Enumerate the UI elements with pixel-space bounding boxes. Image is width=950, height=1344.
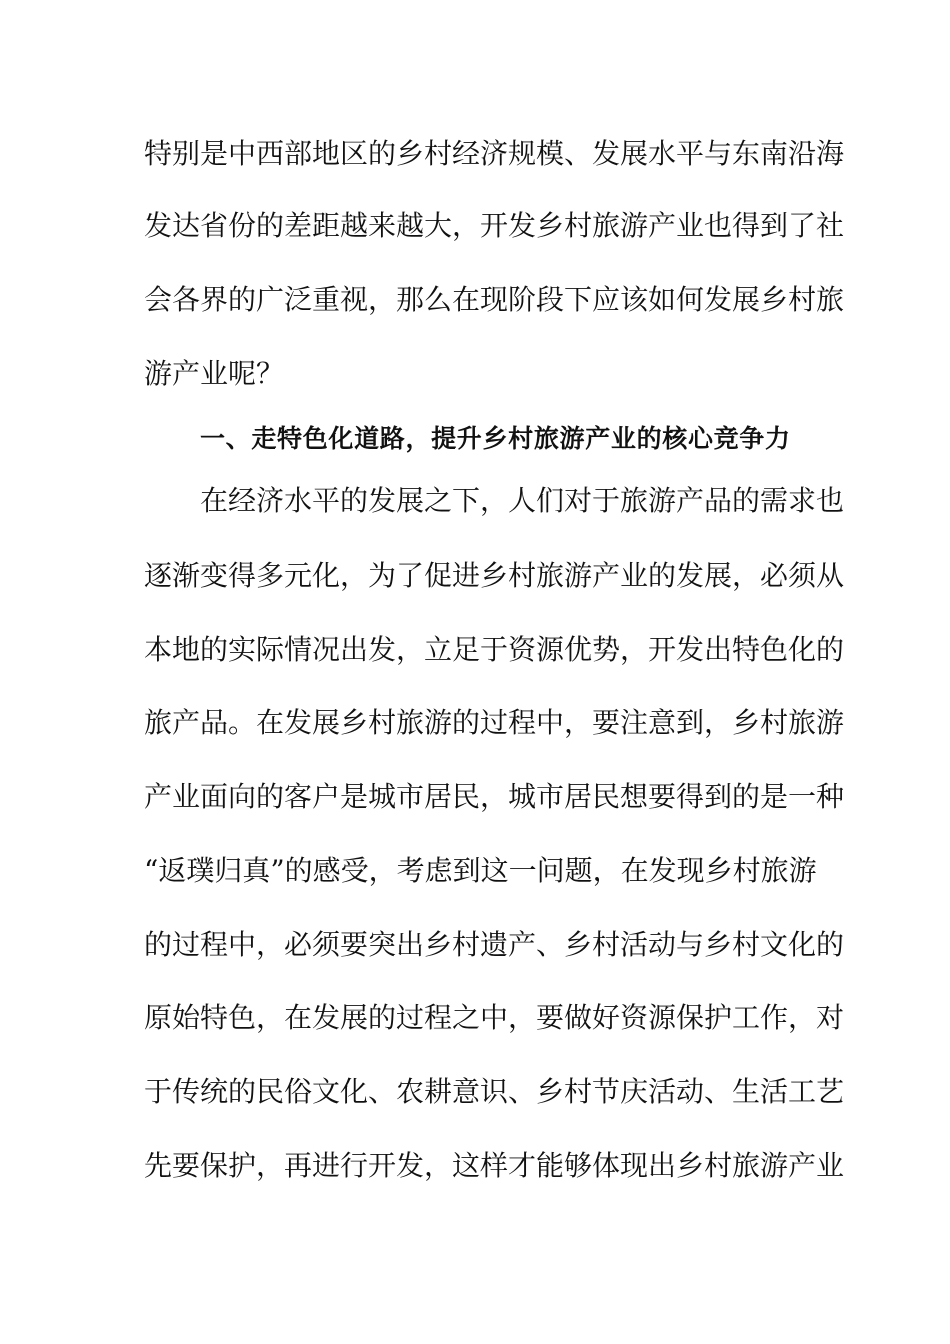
paragraph-2-line-5: 产业面向的客户是城市居民，城市居民想要得到的是一种 [144, 780, 845, 813]
paragraph-2-line-7: 的过程中，必须要突出乡村遗产、乡村活动与乡村文化的 [144, 928, 845, 961]
section-heading: 一、走特色化道路，提升乡村旅游产业的核心竞争力 [200, 424, 790, 453]
paragraph-1-line-3: 会各界的广泛重视，那么在现阶段下应该如何发展乡村旅 [144, 283, 845, 316]
paragraph-2-line-4: 旅产品。在发展乡村旅游的过程中，要注意到，乡村旅游 [144, 706, 845, 739]
paragraph-2-line-10: 先要保护，再进行开发，这样才能够体现出乡村旅游产业 [144, 1149, 845, 1182]
paragraph-2-line-1: 在经济水平的发展之下，人们对于旅游产品的需求也 [200, 484, 845, 517]
paragraph-2-line-6: “返璞归真”的感受，考虑到这一问题，在发现乡村旅游 [144, 854, 817, 887]
paragraph-2-line-2: 逐渐变得多元化，为了促进乡村旅游产业的发展，必须从 [144, 559, 845, 592]
paragraph-2-line-3: 本地的实际情况出发，立足于资源优势，开发出特色化的 [144, 633, 845, 666]
paragraph-2-line-8: 原始特色，在发展的过程之中，要做好资源保护工作，对 [144, 1001, 845, 1034]
paragraph-1-line-2: 发达省份的差距越来越大，开发乡村旅游产业也得到了社 [144, 209, 845, 242]
paragraph-2-line-9: 于传统的民俗文化、农耕意识、乡村节庆活动、生活工艺 [144, 1075, 845, 1108]
paragraph-1-line-1: 特别是中西部地区的乡村经济规模、发展水平与东南沿海 [144, 137, 845, 170]
paragraph-1-line-4: 游产业呢？ [144, 357, 285, 390]
